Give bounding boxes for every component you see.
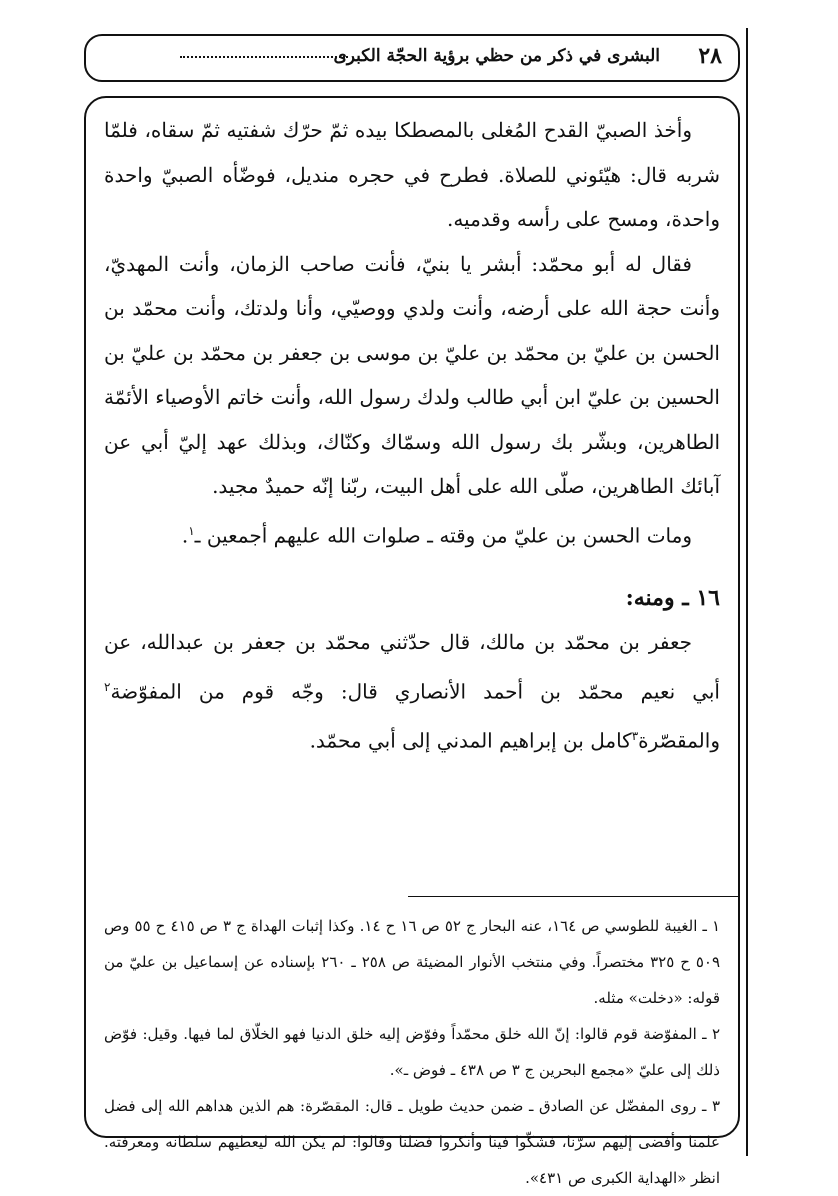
footnote-1: ١ ـ الغيبة للطوسي ص ١٦٤، عنه البحار ج ٥٢ ص ١٦ ح ١٤. وكذا إثبات الهداة ج ٣ ص ٤١٥ ح ٥٥ وص ٥٠٩ ح ٣٢٥ مختصراً. وفي منتخب الأنوار المضيئة ص ٢٥٨ ـ ٢٦٠ بإسناده عن إسماعيل بن عليّ من قوله: «دخلت» مثله. (104, 917, 721, 1007)
body-frame (84, 96, 740, 1187)
page-number: ٢٨ (698, 43, 722, 69)
paragraph-3: ومات الحسن بن عليّ من وقته ـ صلوات الله عليهم أجمعين ـ$^١$. (181, 523, 692, 548)
paragraph-4 (104, 620, 720, 763)
leader-dots (180, 56, 348, 58)
note-ref-3: ٣ (631, 728, 639, 743)
paragraph-4-text-2: والمقصّرة (638, 728, 720, 753)
footnotes (104, 908, 720, 1196)
paragraph-4-text: جعفر بن محمّد بن مالك، قال حدّثني محمّد بن جعفر بن عبدالله، عن أبي نعيم محمّد بن أحمد الأنصاري قال: وجّه قوم من المفوّضة (104, 630, 720, 704)
paragraph-2: فقال له أبو محمّد: أبشر يا بنيّ، فأنت صاحب الزمان، وأنت المهديّ، وأنت حجة الله على أرضه، وأنت ولدي ووصيّي، وأنا ولدتك، وأنت محمّد بن الحسن بن عليّ بن محمّد بن عليّ بن موسى بن جعفر بن محمّد بن عليّ بن الحسين بن عليّ ابن أبي طالب ولدك رسول الله، وأنت خاتم الأوصياء الأئمّة الطاهرين، وبشّر بك رسول الله وسمّاك وكنّاك، وبذلك عهد إليّ أبي عن آبائك الطاهرين، صلّى الله على أهل البيت، ربّنا إنّه حميدٌ مجيد. (104, 251, 720, 498)
note-ref-2: ٢ (104, 679, 111, 694)
footnote-rule (408, 896, 740, 897)
note-ref-1: ١ (188, 523, 195, 538)
footnote-2: ٢ ـ المفوّضة قوم قالوا: إنّ الله خلق محمّداً وفوّض إليه خلق الدنيا فهو الخلّاق لما فيها. وقيل: فوّض ذلك إلى عليّ «مجمع البحرين ج ٣ ص ٤٣٨ ـ فوض ـ». (104, 1025, 720, 1079)
paragraph-3-text: ومات الحسن بن عليّ من وقته ـ صلوات الله عليهم أجمعين ـ (194, 523, 692, 548)
side-rule (746, 28, 748, 1156)
section-heading: ١٦ ـ ومنه: (625, 584, 720, 611)
main-text (104, 108, 720, 763)
paragraph-1: وأخذ الصبيّ القدح المُغلى بالمصطكا بيده ثمّ حرّك شفتيه ثمّ سقاه، فلمّا شربه قال: هيّئوني للصلاة. فطرح في حجره منديل، فوضّأه الصبيّ واحدة واحدة، ومسح على رأسه وقدميه. (104, 118, 720, 231)
footnote-3: ٣ ـ روى المفضّل عن الصادق ـ ضمن حديث طويل ـ قال: المقصّرة: هم الذين هداهم الله إلى فضل علمنا وأفضى إليهم سرّنا، فشكّوا فينا وأنكروا فضلنا وقالوا: لم يكن الله ليعطيهم سلطانه ومعرفته. انظر «الهداية الكبرى ص ٤٣١». (104, 1097, 720, 1187)
paragraph-4-text-3: كامل بن إبراهيم المدني إلى أبي محمّد. (309, 728, 632, 753)
running-title: البشرى في ذكر من حظي برؤية الحجّة الكبرى (333, 46, 660, 66)
page-header (84, 34, 740, 82)
